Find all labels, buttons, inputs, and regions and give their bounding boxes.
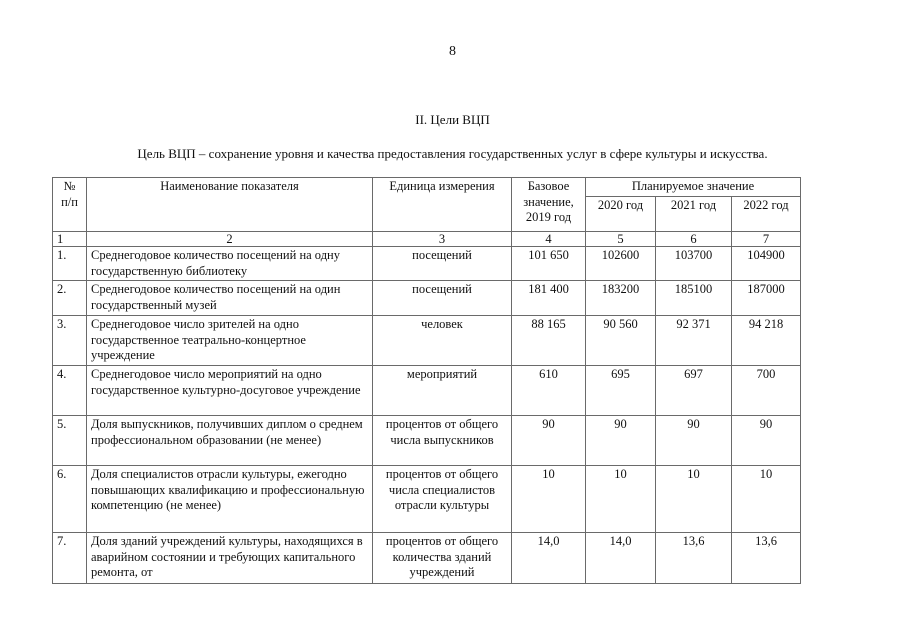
col-number: 7 bbox=[732, 232, 801, 247]
header-2020: 2020 год bbox=[586, 197, 656, 232]
row-unit: процентов от общего количества зданий учреждений bbox=[373, 533, 512, 584]
table-row bbox=[53, 366, 801, 416]
row-unit: посещений bbox=[373, 247, 512, 281]
header-unit: Единица измерения bbox=[373, 178, 512, 232]
row-name: Доля выпускников, получивших диплом о среднем профессиональном образовании (не менее) bbox=[87, 416, 373, 466]
column-numbers-row bbox=[53, 232, 801, 247]
table-row bbox=[53, 533, 801, 584]
row-2021: 103700 bbox=[656, 247, 732, 281]
row-2022: 187000 bbox=[732, 281, 801, 316]
col-number: 5 bbox=[586, 232, 656, 247]
row-base: 181 400 bbox=[512, 281, 586, 316]
row-2022: 94 218 bbox=[732, 316, 801, 366]
row-name: Среднегодовое количество посещений на одну государственную библиотеку bbox=[87, 247, 373, 281]
row-2020: 90 560 bbox=[586, 316, 656, 366]
col-number: 6 bbox=[656, 232, 732, 247]
row-2022: 90 bbox=[732, 416, 801, 466]
row-2022: 700 bbox=[732, 366, 801, 416]
header-num-text: № п/п bbox=[61, 179, 78, 209]
row-2020: 14,0 bbox=[586, 533, 656, 584]
table-row bbox=[53, 416, 801, 466]
row-base: 90 bbox=[512, 416, 586, 466]
row-2021: 92 371 bbox=[656, 316, 732, 366]
row-unit: посещений bbox=[373, 281, 512, 316]
page-number: 8 bbox=[449, 44, 456, 59]
row-name: Доля специалистов отрасли культуры, ежегодно повышающих квалификацию и профессиональную компетенцию (не менее) bbox=[87, 466, 373, 533]
row-2021: 697 bbox=[656, 366, 732, 416]
header-base bbox=[512, 178, 586, 232]
header-name: Наименование показателя bbox=[87, 178, 373, 232]
row-2020: 102600 bbox=[586, 247, 656, 281]
col-number: 2 bbox=[87, 232, 373, 247]
header-row bbox=[53, 178, 801, 197]
row-num: 6. bbox=[53, 466, 87, 533]
row-num: 2. bbox=[53, 281, 87, 316]
table-row bbox=[53, 281, 801, 316]
row-unit: мероприятий bbox=[373, 366, 512, 416]
row-unit: процентов от общего числа специалистов отрасли культуры bbox=[373, 466, 512, 533]
header-planned: Планируемое значение bbox=[586, 178, 801, 197]
table-row bbox=[53, 316, 801, 366]
row-2021: 90 bbox=[656, 416, 732, 466]
row-2020: 90 bbox=[586, 416, 656, 466]
table-row bbox=[53, 247, 801, 281]
row-base: 101 650 bbox=[512, 247, 586, 281]
row-base: 88 165 bbox=[512, 316, 586, 366]
header-2021: 2021 год bbox=[656, 197, 732, 232]
row-num: 1. bbox=[53, 247, 87, 281]
row-2020: 10 bbox=[586, 466, 656, 533]
row-name: Среднегодовое число зрителей на одно государственное театрально-концертное учреждение bbox=[87, 316, 373, 366]
row-base: 14,0 bbox=[512, 533, 586, 584]
row-name: Доля зданий учреждений культуры, находящихся в аварийном состоянии и требующих капитального ремонта, от bbox=[87, 533, 373, 584]
row-2020: 183200 bbox=[586, 281, 656, 316]
row-num: 4. bbox=[53, 366, 87, 416]
row-base: 10 bbox=[512, 466, 586, 533]
row-2021: 185100 bbox=[656, 281, 732, 316]
row-name: Среднегодовое число мероприятий на одно государственное культурно-досуговое учреждение bbox=[87, 366, 373, 416]
header-num bbox=[53, 178, 87, 232]
row-base: 610 bbox=[512, 366, 586, 416]
row-num: 7. bbox=[53, 533, 87, 584]
row-2022: 104900 bbox=[732, 247, 801, 281]
goal-text: Цель ВЦП – сохранение уровня и качества предоставления государственных услуг в сфере культуры и искусства. bbox=[137, 146, 768, 161]
col-number: 4 bbox=[512, 232, 586, 247]
row-2021: 13,6 bbox=[656, 533, 732, 584]
row-num: 5. bbox=[53, 416, 87, 466]
header-2022: 2022 год bbox=[732, 197, 801, 232]
row-2022: 13,6 bbox=[732, 533, 801, 584]
table-row bbox=[53, 466, 801, 533]
section-title: II. Цели ВЦП bbox=[415, 112, 490, 127]
header-base-text: Базовое значение, 2019 год bbox=[523, 179, 574, 224]
row-unit: человек bbox=[373, 316, 512, 366]
indicators-table bbox=[52, 177, 801, 584]
row-2021: 10 bbox=[656, 466, 732, 533]
row-2022: 10 bbox=[732, 466, 801, 533]
row-2020: 695 bbox=[586, 366, 656, 416]
row-unit: процентов от общего числа выпускников bbox=[373, 416, 512, 466]
col-number: 1 bbox=[53, 232, 87, 247]
row-name: Среднегодовое количество посещений на один государственный музей bbox=[87, 281, 373, 316]
col-number: 3 bbox=[373, 232, 512, 247]
row-num: 3. bbox=[53, 316, 87, 366]
